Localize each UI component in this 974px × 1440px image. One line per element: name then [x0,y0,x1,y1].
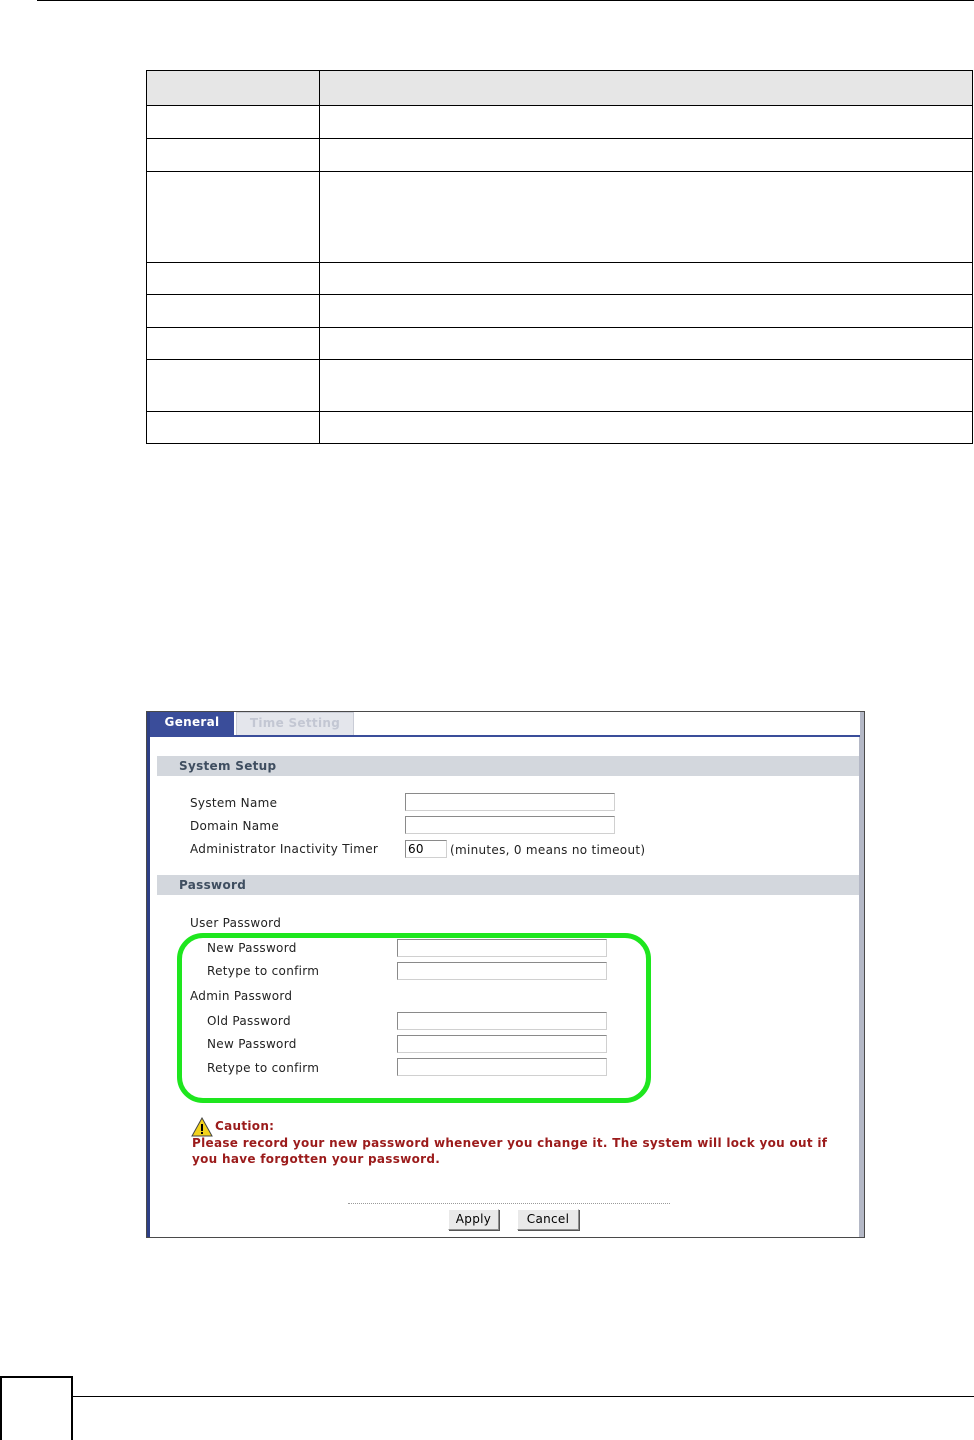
admin-old-password-label: Old Password [207,1014,291,1028]
table-row [147,106,973,139]
page-number-box [0,1376,73,1440]
inactivity-timer-hint: (minutes, 0 means no timeout) [450,843,646,857]
warning-icon [191,1117,213,1137]
button-divider [348,1203,670,1204]
system-general-screenshot [146,711,865,1238]
user-password-label: User Password [190,916,282,930]
system-setup-heading: System Setup [157,756,859,776]
page-top-rule [37,0,974,1]
inactivity-timer-input[interactable]: 60 [405,840,447,858]
table-header-row [147,71,973,106]
apply-button[interactable]: Apply [448,1209,499,1230]
admin-password-label: Admin Password [190,989,293,1003]
table-row [147,139,973,172]
password-heading: Password [157,875,859,895]
tab-strip [150,712,860,736]
caution-text: Please record your new password whenever you change it. The system will lock you out if you have forgotten your password. [192,1136,828,1166]
admin-new-password-label: New Password [207,1037,297,1051]
tab-time-setting[interactable]: Time Setting [236,712,354,735]
admin-retype-label: Retype to confirm [207,1061,320,1075]
table-row [147,328,973,360]
field-description-table [146,70,973,444]
tab-content [150,735,860,1237]
user-new-password-label: New Password [207,941,297,955]
table-row [147,360,973,412]
password-highlight-callout [177,933,651,1103]
domain-name-input[interactable] [405,816,615,834]
table-row [147,172,973,263]
system-name-input[interactable] [405,793,615,811]
caution-title: Caution: [215,1119,275,1133]
table-row [147,295,973,328]
tab-general[interactable]: General [150,712,234,735]
system-name-label: System Name [190,796,278,810]
user-retype-label: Retype to confirm [207,964,320,978]
table-row [147,412,973,444]
domain-name-label: Domain Name [190,819,280,833]
inactivity-timer-label: Administrator Inactivity Timer [190,842,379,856]
table-row [147,263,973,295]
footer-rule [73,1396,974,1397]
cancel-button[interactable]: Cancel [517,1209,579,1230]
